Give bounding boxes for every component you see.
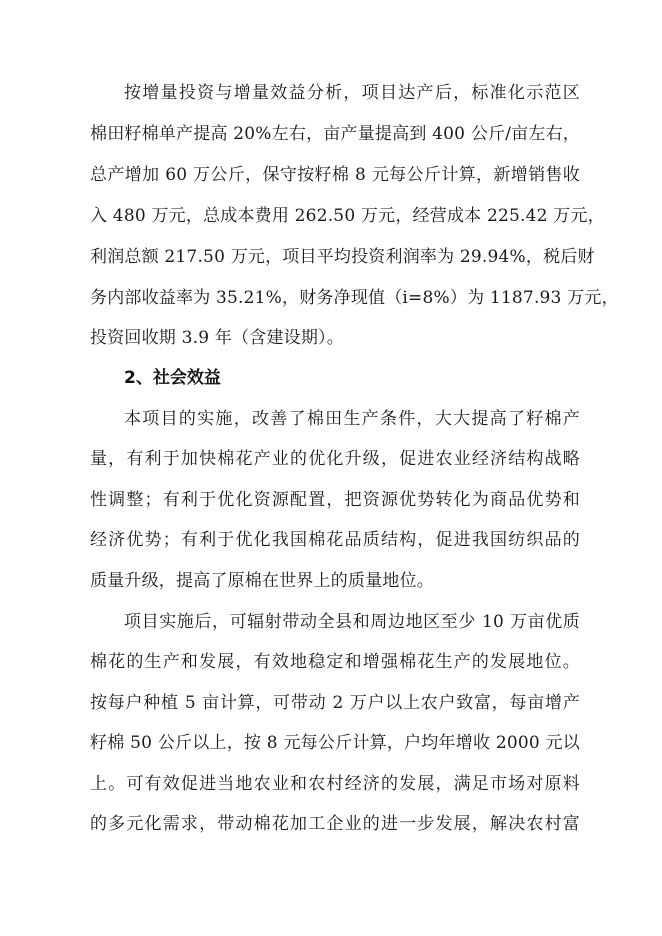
paragraph-1-line-6: 务内部收益率为 35.21%，财务净现值（i=8%）为 1187.93 万元， xyxy=(90,288,619,308)
paragraph-2-line-2: 量，有利于加快棉花产业的优化升级，促进农业经济结构战略 xyxy=(90,449,580,469)
paragraph-3-line-3: 按每户种植 5 亩计算，可带动 2 万户以上农户致富，每亩增产 xyxy=(90,693,580,713)
paragraph-2-line-4: 经济优势；有利于优化我国棉花品质结构，促进我国纺织品的 xyxy=(90,530,580,550)
paragraph-3-line-5: 上。可有效促进当地农业和农村经济的发展，满足市场对原料 xyxy=(90,774,580,794)
paragraph-1-line-2: 棉田籽棉单产提高 20%左右，亩产量提高到 400 公斤/亩左右， xyxy=(90,124,580,144)
paragraph-2-line-1: 本项目的实施，改善了棉田生产条件，大大提高了籽棉产 xyxy=(124,409,580,429)
paragraph-1-line-4: 入 480 万元，总成本费用 262.50 万元，经营成本 225.42 万元， xyxy=(90,206,605,226)
paragraph-3-line-4: 籽棉 50 公斤以上，按 8 元每公斤计算，户均年增收 2000 元以 xyxy=(90,733,580,753)
paragraph-3-line-1: 项目实施后，可辐射带动全县和周边地区至少 10 万亩优质 xyxy=(124,612,580,632)
paragraph-1-line-3: 总产增加 60 万公斤，保守按籽棉 8 元每公斤计算，新增销售收 xyxy=(90,165,580,185)
paragraph-1-line-7: 投资回收期 3.9 年（含建设期）。 xyxy=(90,328,344,348)
paragraph-3-line-6: 的多元化需求，带动棉花加工企业的进一步发展，解决农村富 xyxy=(90,814,580,834)
paragraph-3-line-2: 棉花的生产和发展，有效地稳定和增强棉花生产的发展地位。 xyxy=(90,652,580,672)
paragraph-1-line-1: 按增量投资与增量效益分析，项目达产后，标准化示范区 xyxy=(124,83,580,103)
paragraph-2-line-5: 质量升级，提高了原棉在世界上的质量地位。 xyxy=(90,571,434,591)
paragraph-1-line-5: 利润总额 217.50 万元，项目平均投资利润率为 29.94%，税后财 xyxy=(90,247,595,267)
section-heading: 2、社会效益 xyxy=(124,368,221,388)
paragraph-2-line-3: 性调整；有利于优化资源配置，把资源优势转化为商品优势和 xyxy=(90,490,580,510)
